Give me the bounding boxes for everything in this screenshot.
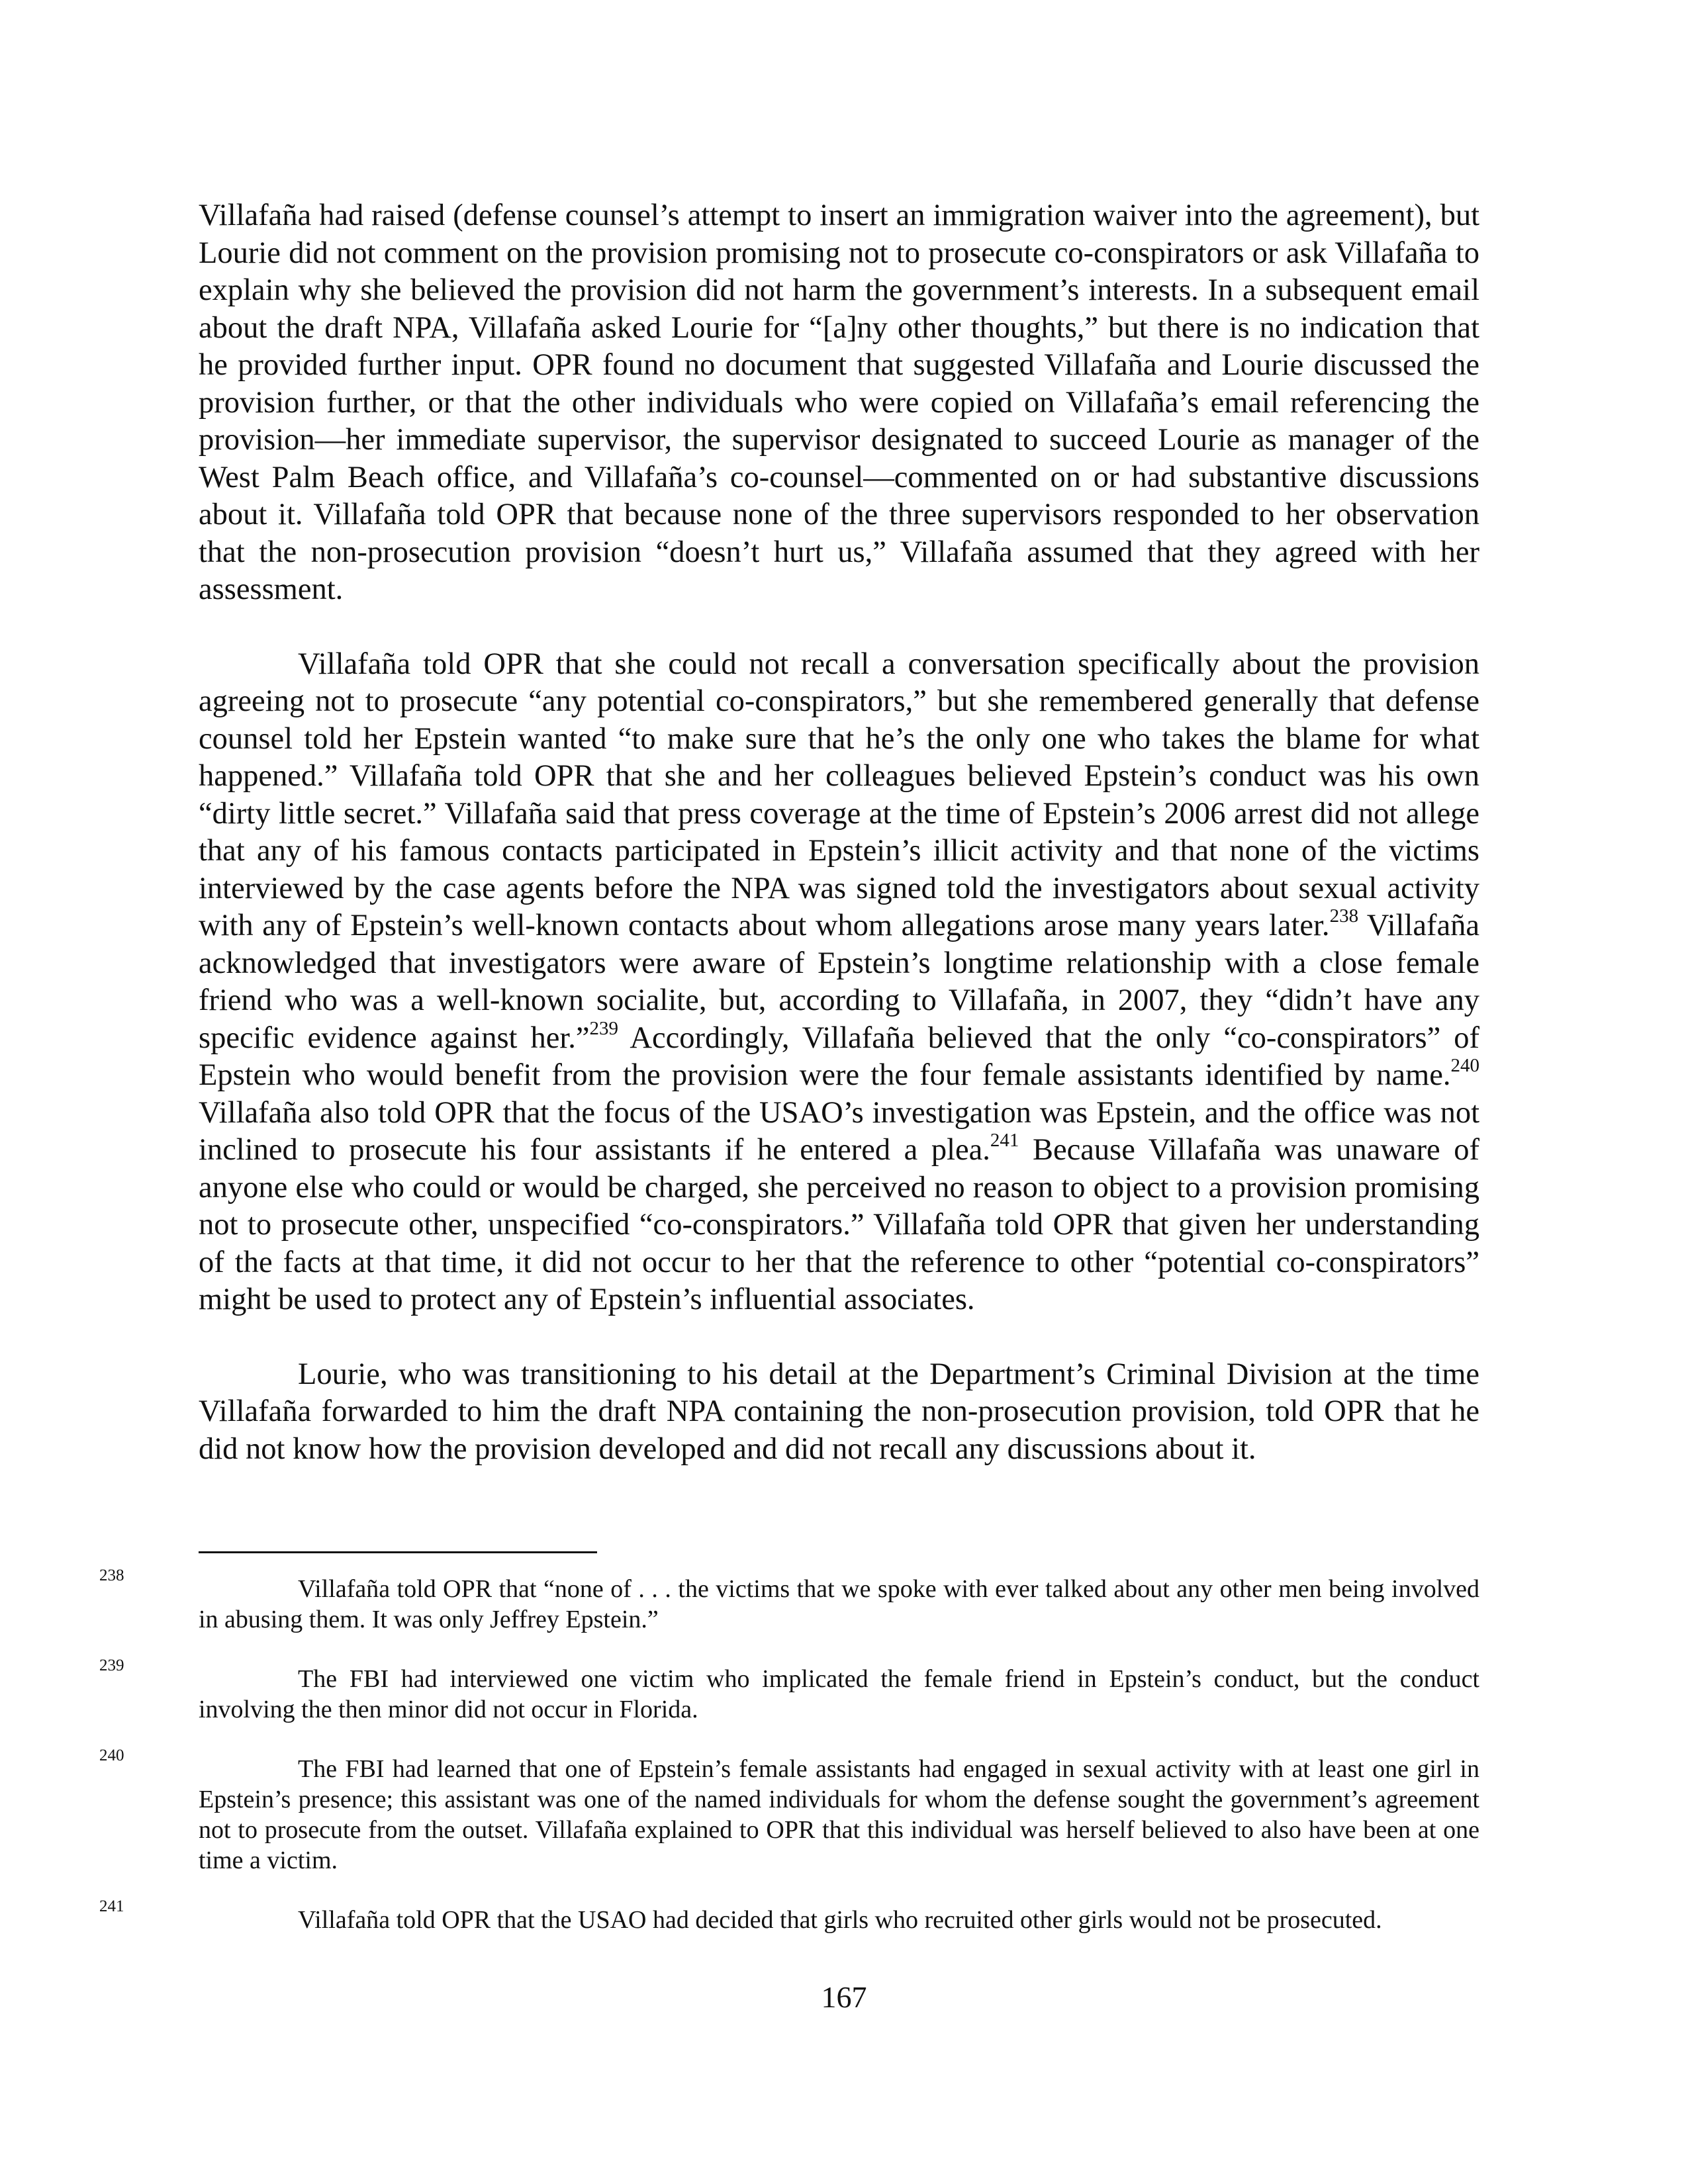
footnotes [99, 1567, 1479, 1964]
body-paragraph-2-part-3: Accordingly, Villafaña believed that the only “co-conspirators” of Epstein who would benefit from the provision were the four female assistants identified by name. [199, 1021, 1479, 1092]
footnote-text: The FBI had interviewed one victim who implicated the female friend in Epstein’s conduct, but the conduct involving the then minor did not occur in Florida. [199, 1665, 1479, 1723]
main-text [199, 197, 1479, 1468]
footnote-text: Villafaña told OPR that the USAO had decided that girls who recruited other girls would not be prosecuted. [298, 1906, 1382, 1934]
footnote-separator [199, 1551, 597, 1553]
body-paragraph-2-part-2: Villafaña acknowledged that investigators were aware of Epstein’s longtime relationship with a close female friend who was a well-known socialite, but, according to Villafaña, in 2007, they “didn’t have any specific evidence against her.” [199, 909, 1479, 1055]
body-paragraph-1: Villafaña had raised (defense counsel’s attempt to insert an immigration waiver into the agreement), but Lourie did not comment on the provision promising not to prosecute co-conspirators or ask Villafaña to explain why she believed the provision did not harm the government’s interests. In a subsequent email about the draft NPA, Villafaña asked Lourie for “[a]ny other thoughts,” but there is no indication that he provided further input. OPR found no document that suggested Villafaña and Lourie discussed the provision further, or that the other individuals who were copied on Villafaña’s email referencing the provision—her immediate supervisor, the supervisor designated to succeed Lourie as manager of the West Palm Beach office, and Villafaña’s co-counsel—commented on or had substantive discussions about it. Villafaña told OPR that because none of the three supervisors responded to her observation that the non-prosecution provision “doesn’t hurt us,” Villafaña assumed that they agreed with her assessment. [199, 199, 1479, 606]
footnote-240 [99, 1747, 1479, 1876]
body-paragraph-2-part-5: Because Villafaña was unaware of anyone else who could or would be charged, she perceived no reason to object to a provision promising not to prosecute other, unspecified “co-conspirators.” Villafaña told OPR that given her understanding of the facts at that time, it did not occur to her that the reference to other “potential co-conspirators” might be used to protect any of Epstein’s influential associates. [199, 1133, 1479, 1316]
body-paragraph-2 [199, 646, 1479, 1319]
footnote-text: The FBI had learned that one of Epstein’s female assistants had engaged in sexual activity with at least one girl in Epstein’s presence; this assistant was one of the named individuals for whom the defense sought the government’s agreement not to prosecute from the outset. Villafaña explained to OPR that this individual was herself believed to also have been at one time a victim. [199, 1755, 1479, 1874]
footnote-239 [99, 1657, 1479, 1725]
footnote-241 [99, 1897, 1479, 1935]
footnote-reference-238: 238 [1329, 905, 1359, 927]
footnote-reference-239: 239 [589, 1017, 619, 1039]
footnote-number: 238 [99, 1567, 124, 1584]
footnote-238 [99, 1567, 1479, 1635]
body-paragraph-3: Lourie, who was transitioning to his detail at the Department’s Criminal Division at the time Villafaña forwarded to him the draft NPA containing the non-prosecution provision, told OPR that he did not know how the provision developed and did not recall any discussions about it. [199, 1357, 1479, 1466]
body-paragraph-2-part-4: Villafaña also told OPR that the focus of the USAO’s investigation was Epstein, and the office was not inclined to prosecute his four assistants if he entered a plea. [199, 1095, 1479, 1167]
footnote-number: 239 [99, 1657, 124, 1674]
footnote-reference-241: 241 [990, 1130, 1019, 1151]
footnote-number: 240 [99, 1747, 124, 1764]
footnote-number: 241 [99, 1897, 124, 1915]
footnote-reference-240: 240 [1450, 1055, 1479, 1076]
footnote-text: Villafaña told OPR that “none of . . . the victims that we spoke with ever talked about any other men being involved in abusing them. It was only Jeffrey Epstein.” [199, 1575, 1479, 1633]
page-number: 167 [821, 1980, 867, 2014]
body-paragraph-2-part-1: Villafaña told OPR that she could not recall a conversation specifically about the provision agreeing not to prosecute “any potential co-conspirators,” but she remembered generally that defense counsel told her Epstein wanted “to make sure that he’s the only one who takes the blame for what happened.” Villafaña told OPR that she and her colleagues believed Epstein’s conduct was his own “dirty little secret.” Villafaña said that press coverage at the time of Epstein’s 2006 arrest did not allege that any of his famous contacts participated in Epstein’s illicit activity and that none of the victims interviewed by the case agents before the NPA was signed told the investigators about sexual activity with any of Epstein’s well-known contacts about whom allegations arose many years later. [199, 647, 1479, 942]
